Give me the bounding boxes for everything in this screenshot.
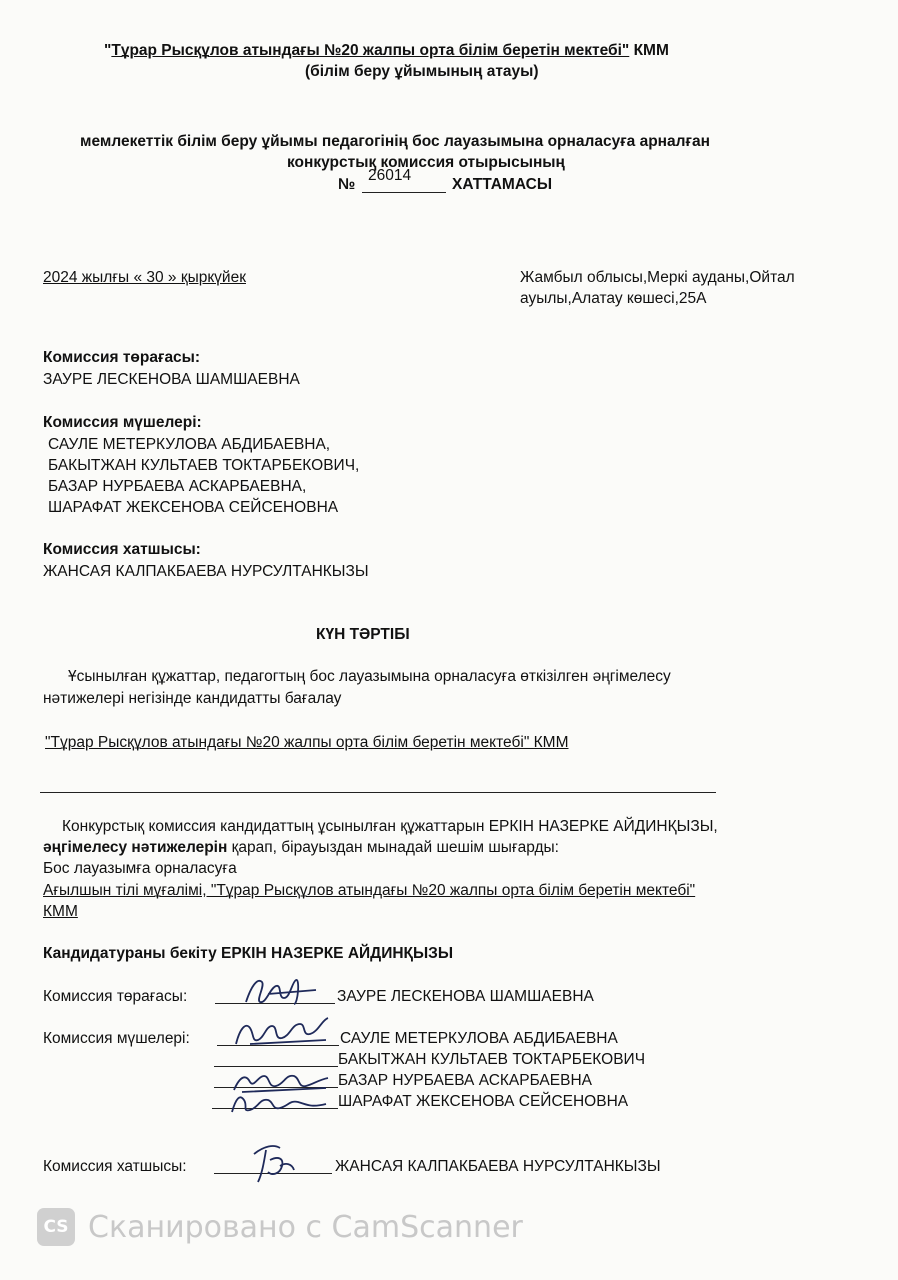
sign-member-4-name: ШАРАФАТ ЖЕКСЕНОВА СЕЙСЕНОВНА: [338, 1093, 629, 1110]
org-name: [104, 41, 669, 60]
decision-line-2-rest: қарап, бірауыздан мынадай шешім шығарды:: [227, 839, 559, 856]
agenda-line-2: нәтижелері негізінде кандидатты бағалау: [43, 690, 342, 707]
member-1-signature: [230, 1014, 340, 1050]
chair-name: ЗАУРЕ ЛЕСКЕНОВА ШАМШАЕВНА: [43, 371, 300, 388]
agenda-title: КҮН ТӘРТІБІ: [316, 626, 410, 643]
org-name-main: Тұрар Рысқұлов атындағы №20 жалпы орта білім беретін мектебі": [111, 42, 630, 59]
secretary-label: Комиссия хатшысы:: [43, 541, 201, 558]
org-name-quote: ": [104, 42, 112, 59]
camscanner-watermark: Сканировано с CamScanner: [88, 1210, 523, 1245]
agenda-org: "Тұрар Рысқұлов атындағы №20 жалпы орта білім беретін мектебі" КММ: [45, 734, 569, 751]
address-line-2: ауылы,Алатау көшесі,25А: [520, 290, 707, 307]
decision-line-1: Конкурстық комиссия кандидаттың ұсынылған құжаттарын ЕРКІН НАЗЕРКЕ АЙДИНҚЫЗЫ,: [62, 818, 718, 835]
agenda-line-1: Ұсынылған құжаттар, педагогтың бос лауазымына орналасуға өткізілген әңгімелесу: [68, 668, 671, 685]
org-name-suffix: КММ: [629, 42, 669, 59]
title-number-underline: [362, 192, 446, 193]
title-line-2: конкурстық комиссия отырысының: [287, 154, 565, 171]
sign-member-1-name: САУЛЕ МЕТЕРКУЛОВА АБДИБАЕВНА: [340, 1030, 618, 1047]
member-1: САУЛЕ МЕТЕРКУЛОВА АБДИБАЕВНА,: [48, 436, 331, 453]
protocol-date: 2024 жылғы « 30 » қыркүйек: [43, 269, 246, 286]
title-number: 26014: [368, 167, 412, 184]
sign-chair-name: ЗАУРЕ ЛЕСКЕНОВА ШАМШАЕВНА: [337, 988, 594, 1005]
sign-member-2-name: БАКЫТЖАН КУЛЬТАЕВ ТОКТАРБЕКОВИЧ: [338, 1051, 646, 1068]
chair-signature: [238, 974, 328, 1008]
member-3: БАЗАР НУРБАЕВА АСКАРБАЕВНА,: [48, 478, 307, 495]
title-word: ХАТТАМАСЫ: [452, 176, 553, 193]
sign-members-label: Комиссия мүшелері:: [43, 1030, 190, 1047]
title-line-1: мемлекеттік білім беру ұйымы педагогінің бос лауазымына орналасуға арналған: [80, 133, 710, 150]
member-2: БАКЫТЖАН КУЛЬТАЕВ ТОКТАРБЕКОВИЧ,: [48, 457, 360, 474]
decision-line-4: Ағылшын тілі мұғалімі, "Тұрар Рысқұлов атындағы №20 жалпы орта білім беретін мектебі": [43, 882, 696, 899]
org-caption: (білім беру ұйымының атауы): [305, 63, 539, 80]
sign-secretary-name: ЖАНСАЯ КАЛПАКБАЕВА НУРСУЛТАНКЫЗЫ: [335, 1158, 661, 1175]
decision-line-2: [43, 838, 559, 857]
secretary-name: ЖАНСАЯ КАЛПАКБАЕВА НУРСУЛТАНКЫЗЫ: [43, 563, 369, 580]
member-4: ШАРАФАТ ЖЕКСЕНОВА СЕЙСЕНОВНА: [48, 499, 339, 516]
chair-label: Комиссия төрағасы:: [43, 349, 201, 366]
address-line-1: Жамбыл облысы,Меркі ауданы,Ойтал: [520, 269, 795, 286]
secretary-signature: [244, 1140, 304, 1186]
members-label: Комиссия мүшелері:: [43, 414, 202, 431]
decision-line-5: КММ: [43, 903, 78, 920]
camscanner-logo: CS: [37, 1208, 75, 1246]
sign-secretary-label: Комиссия хатшысы:: [43, 1158, 187, 1175]
sign-chair-label: Комиссия төрағасы:: [43, 988, 188, 1005]
decision-line-2-bold: әңгімелесу нәтижелерін: [43, 839, 228, 856]
approval-text: Кандидатураны бекіту ЕРКІН НАЗЕРКЕ АЙДИНҚЫЗЫ: [43, 945, 454, 962]
member-4-signature: [226, 1090, 336, 1118]
agenda-separator-line: [40, 792, 716, 793]
title-number-sign: №: [338, 176, 356, 193]
sign-member-3-name: БАЗАР НУРБАЕВА АСКАРБАЕВНА: [338, 1072, 592, 1089]
decision-line-3: Бос лауазымға орналасуға: [43, 860, 237, 877]
